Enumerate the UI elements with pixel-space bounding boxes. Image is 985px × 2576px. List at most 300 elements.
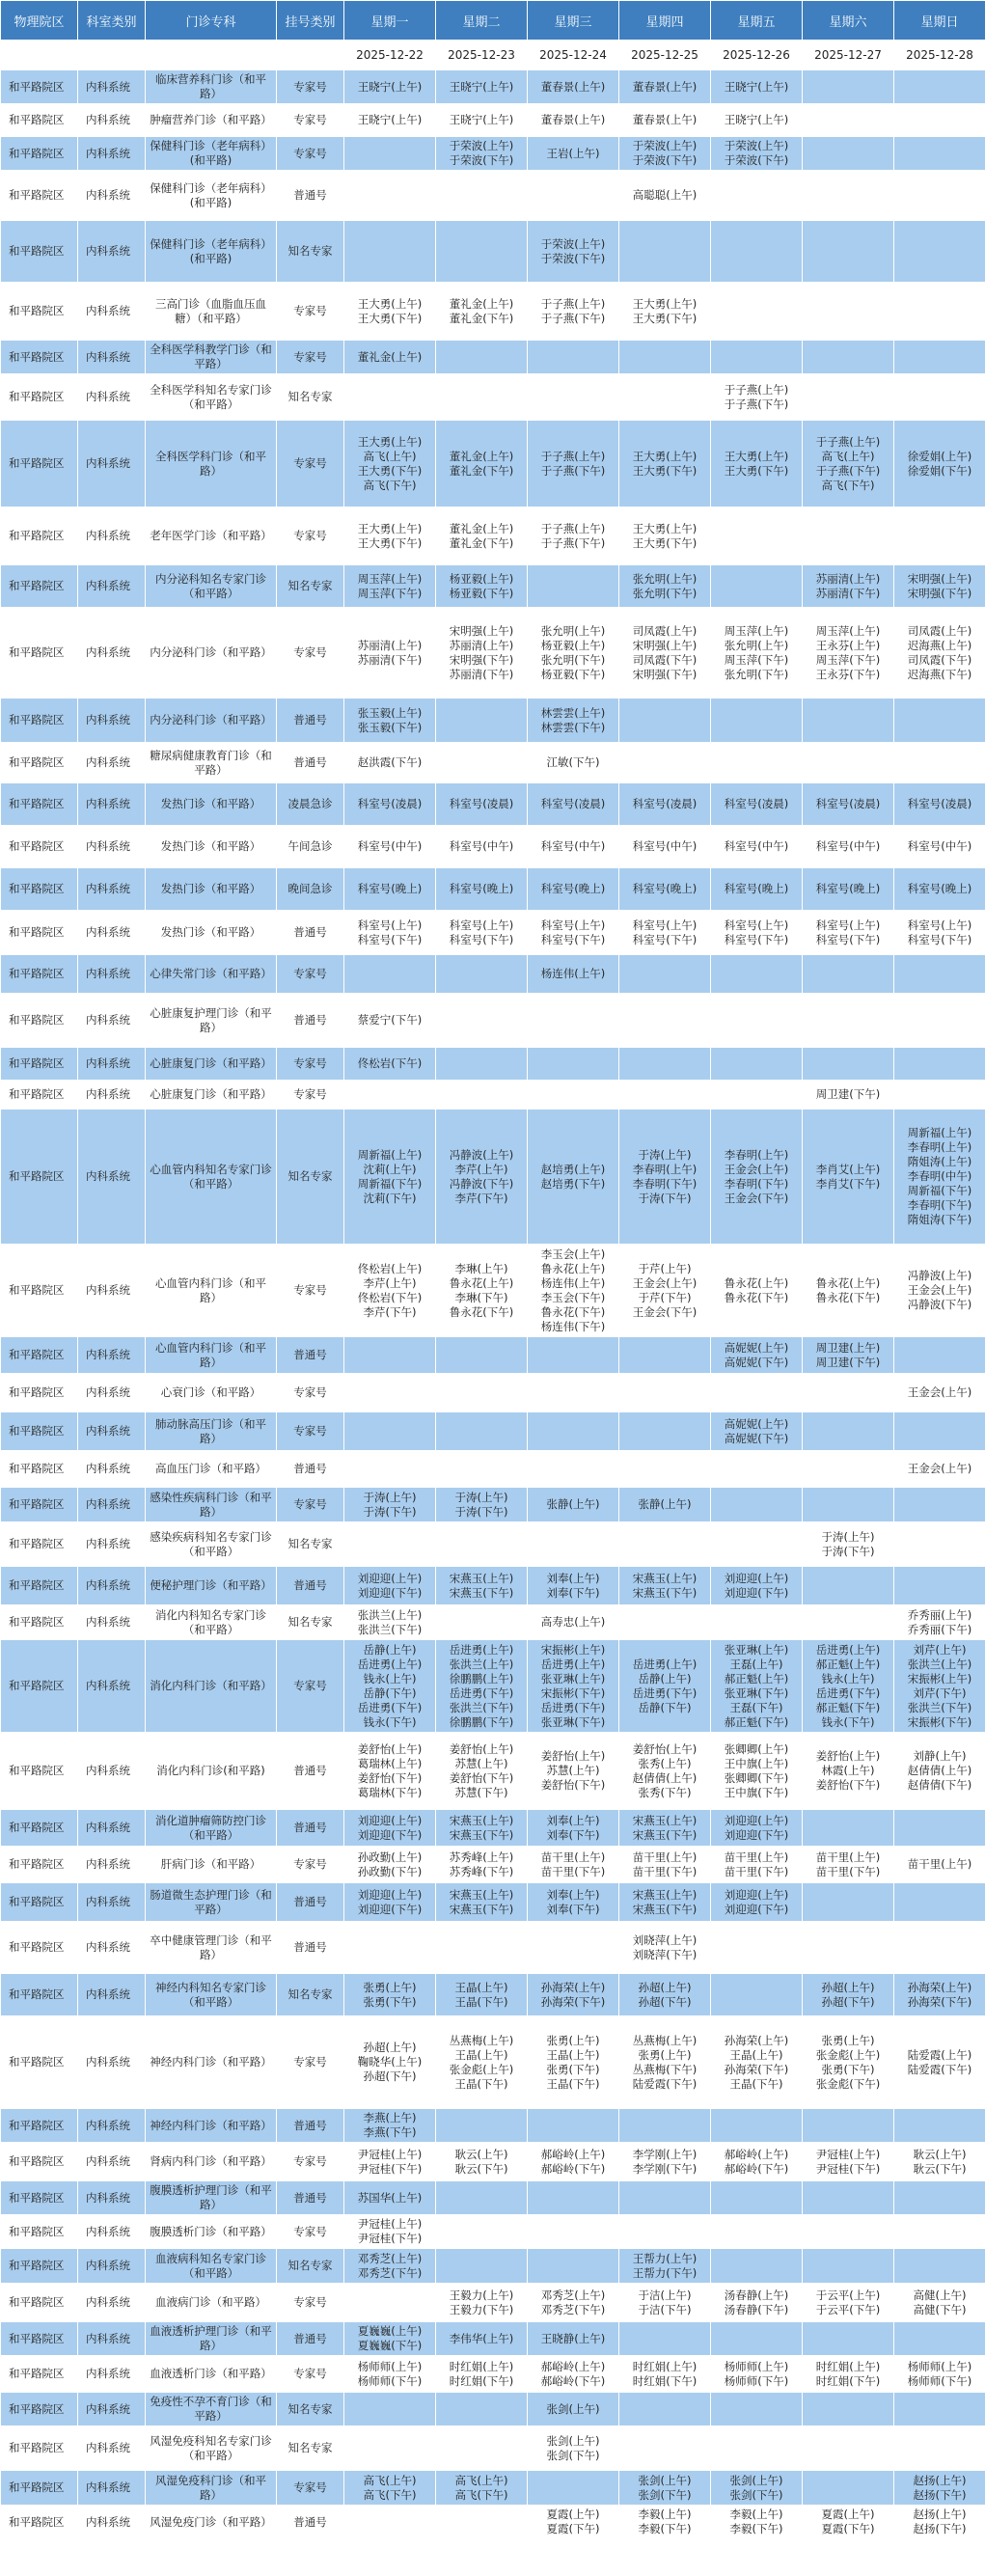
doctor-session: 张勇(下午) [363, 1994, 417, 2009]
schedule-cell-wednesday [528, 699, 619, 743]
doctor-session: 孙超(下午) [821, 1994, 875, 2009]
schedule-cell-wednesday [528, 1922, 619, 1974]
doctor-session: 周卫建(下午) [815, 1355, 881, 1369]
category-cell: 内科系统 [78, 911, 146, 955]
doctor-session: 王大勇(下午) [632, 535, 698, 550]
doctor-session: 赵倩倩(下午) [907, 1778, 972, 1792]
schedule-cell-sunday [894, 283, 985, 341]
table-row [1, 1451, 985, 1488]
schedule-cell-friday [711, 2143, 803, 2181]
schedule-cell-thursday [619, 1451, 711, 1488]
schedule-cell-wednesday [528, 2284, 619, 2322]
schedule-cell-saturday [803, 826, 894, 868]
doctor-session: 张玉毅(上午) [357, 705, 423, 720]
doctor-session: 王晶(上午) [546, 2047, 600, 2062]
doctor-session: 姜舒怡(下午) [815, 1778, 881, 1792]
schedule-cell-tuesday [436, 2016, 528, 2109]
doctor-session: 张允明(下午) [632, 586, 698, 600]
schedule-cell-monday [344, 421, 436, 507]
doctor-session: 杨连伟(上午) [540, 1275, 606, 1290]
schedule-cell-thursday [619, 1605, 711, 1640]
doctor-session: 王磊(下午) [729, 1700, 783, 1714]
doctor-session: 高妮妮(上午) [724, 1416, 789, 1431]
schedule-cell-sunday [894, 1640, 985, 1733]
table-row [1, 565, 985, 608]
schedule-cell-thursday [619, 2284, 711, 2322]
area-cell: 和平路院区 [1, 2249, 78, 2284]
schedule-cell-wednesday [528, 2215, 619, 2249]
schedule-cell-thursday [619, 911, 711, 955]
schedule-cell-monday [344, 1488, 436, 1522]
schedule-cell-saturday [803, 1451, 894, 1488]
schedule-cell-thursday [619, 2506, 711, 2539]
schedule-cell-wednesday [528, 1522, 619, 1567]
schedule-cell-friday [711, 2426, 803, 2471]
schedule-cell-sunday [894, 2393, 985, 2426]
registration-type-cell: 普通号 [277, 2181, 344, 2215]
clinic-cell: 心律失常门诊（和平路） [146, 955, 277, 994]
clinic-cell: 内分泌科门诊（和平路） [146, 699, 277, 743]
registration-type-cell: 专家号 [277, 1048, 344, 1081]
clinic-cell: 保健科门诊（老年病科）(和平路) [146, 137, 277, 171]
doctor-session: 科室号(中午) [815, 839, 881, 853]
clinic-cell: 糖尿病健康教育门诊（和平路） [146, 743, 277, 783]
area-cell: 和平路院区 [1, 2322, 78, 2356]
schedule-cell-saturday [803, 2284, 894, 2322]
schedule-cell-sunday [894, 1412, 985, 1451]
doctor-session: 王金会(上午) [632, 1275, 698, 1290]
schedule-cell-tuesday [436, 1081, 528, 1110]
doctor-session: 姜舒怡(下午) [357, 1770, 423, 1785]
category-cell: 内科系统 [78, 1605, 146, 1640]
category-cell: 内科系统 [78, 341, 146, 374]
table-row [1, 507, 985, 565]
table-row [1, 421, 985, 507]
doctor-session: 李芹(下午) [454, 1191, 508, 1205]
doctor-session: 沈莉(下午) [363, 1191, 417, 1205]
clinic-cell: 消化内科门诊（和平路） [146, 1640, 277, 1733]
doctor-session: 张金彪(上午) [815, 2047, 881, 2062]
doctor-session: 邓秀芝(下午) [540, 2302, 606, 2316]
doctor-session: 孙海荣(下午) [724, 2062, 789, 2076]
table-row [1, 608, 985, 699]
schedule-cell-monday [344, 955, 436, 994]
schedule-cell-tuesday [436, 421, 528, 507]
table-row [1, 1922, 985, 1974]
registration-type-cell: 专家号 [277, 1412, 344, 1451]
schedule-cell-saturday [803, 868, 894, 911]
doctor-session: 李春明(下午) [724, 1176, 789, 1191]
doctor-session: 刘迎迎(下午) [357, 1827, 423, 1842]
doctor-session: 于子燕(下午) [540, 463, 606, 478]
doctor-session: 宋振彬(上午) [907, 1671, 972, 1685]
doctor-session: 科室号(上午) [357, 918, 423, 932]
doctor-session: 科室号(下午) [357, 932, 423, 946]
table-row [1, 743, 985, 783]
doctor-session: 赵培勇(下午) [540, 1176, 606, 1191]
doctor-session: 张剑(上午) [729, 2473, 783, 2487]
doctor-session: 科室号(晚上) [724, 882, 789, 895]
schedule-cell-tuesday [436, 2426, 528, 2471]
schedule-cell-thursday [619, 1337, 711, 1374]
doctor-session: 王金会(下午) [632, 1304, 698, 1319]
schedule-cell-sunday [894, 1883, 985, 1922]
schedule-cell-sunday [894, 1733, 985, 1810]
schedule-cell-saturday [803, 783, 894, 826]
area-cell: 和平路院区 [1, 1974, 78, 2016]
doctor-session: 于子燕(下午) [815, 463, 881, 478]
schedule-cell-friday [711, 1488, 803, 1522]
schedule-cell-friday [711, 1640, 803, 1733]
schedule-cell-friday [711, 1567, 803, 1605]
schedule-cell-tuesday [436, 2109, 528, 2143]
category-cell: 内科系统 [78, 1847, 146, 1883]
schedule-cell-friday [711, 2016, 803, 2109]
table-row [1, 2506, 985, 2539]
clinic-cell: 风湿免疫科门诊（和平路） [146, 2471, 277, 2506]
doctor-session: 张勇(上午) [821, 2033, 875, 2047]
category-cell: 内科系统 [78, 1810, 146, 1847]
schedule-cell-wednesday [528, 955, 619, 994]
category-cell: 内科系统 [78, 1048, 146, 1081]
table-row [1, 2249, 985, 2284]
col-header-category: 科室类别 [78, 1, 146, 41]
schedule-cell-friday [711, 70, 803, 104]
doctor-session: 李春明(下午) [632, 1176, 698, 1191]
schedule-cell-tuesday [436, 2393, 528, 2426]
schedule-cell-monday [344, 2249, 436, 2284]
schedule-cell-tuesday [436, 868, 528, 911]
doctor-session: 孙海荣(下午) [907, 1994, 972, 2009]
doctor-session: 刘迎迎(上午) [357, 1887, 423, 1902]
doctor-session: 高飞(上午) [363, 2473, 417, 2487]
doctor-session: 王磊(上午) [729, 1657, 783, 1671]
schedule-cell-sunday [894, 1337, 985, 1374]
doctor-session: 孙政勤(下午) [357, 1864, 423, 1878]
clinic-cell: 心衰门诊（和平路） [146, 1374, 277, 1412]
area-cell: 和平路院区 [1, 783, 78, 826]
schedule-cell-thursday [619, 2109, 711, 2143]
doctor-session: 钱永(上午) [821, 1671, 875, 1685]
doctor-session: 刘迎迎(下午) [357, 1585, 423, 1600]
schedule-cell-thursday [619, 955, 711, 994]
category-cell: 内科系统 [78, 1245, 146, 1337]
schedule-cell-friday [711, 1245, 803, 1337]
schedule-cell-monday [344, 374, 436, 421]
schedule-cell-saturday [803, 341, 894, 374]
doctor-session: 苗干里(上午) [815, 1850, 881, 1864]
doctor-session: 张秀(下午) [638, 1785, 692, 1799]
doctor-session: 葛瑞林(下午) [357, 1785, 423, 1799]
schedule-cell-monday [344, 826, 436, 868]
schedule-cell-sunday [894, 1974, 985, 2016]
registration-type-cell: 午间急诊 [277, 826, 344, 868]
category-cell: 内科系统 [78, 1488, 146, 1522]
category-cell: 内科系统 [78, 2284, 146, 2322]
schedule-cell-monday [344, 1847, 436, 1883]
schedule-cell-thursday [619, 2143, 711, 2181]
doctor-session: 于荣波(下午) [724, 153, 789, 167]
doctor-session: 李春明(中午) [907, 1169, 972, 1183]
doctor-session: 高妮妮(上午) [724, 1340, 789, 1355]
clinic-cell: 腹膜透析护理门诊（和平路） [146, 2181, 277, 2215]
doctor-session: 苏秀峰(上午) [449, 1850, 514, 1864]
clinic-cell: 全科医学科知名专家门诊（和平路） [146, 374, 277, 421]
schedule-cell-saturday [803, 1883, 894, 1922]
area-cell: 和平路院区 [1, 1245, 78, 1337]
table-row [1, 826, 985, 868]
schedule-cell-wednesday [528, 421, 619, 507]
doctor-session: 王毅力(下午) [449, 2302, 514, 2316]
schedule-cell-sunday [894, 137, 985, 171]
doctor-session: 夏巍巍(下午) [357, 2339, 423, 2352]
doctor-session: 苗干里(上午) [907, 1857, 972, 1871]
col-header-monday: 星期一 [344, 1, 436, 41]
area-cell: 和平路院区 [1, 868, 78, 911]
schedule-cell-friday [711, 2284, 803, 2322]
schedule-cell-tuesday [436, 2284, 528, 2322]
doctor-session: 郝峪岭(下午) [540, 2161, 606, 2176]
category-cell: 内科系统 [78, 2181, 146, 2215]
area-cell: 和平路院区 [1, 743, 78, 783]
doctor-session: 高妮妮(下午) [724, 1355, 789, 1369]
doctor-session: 宋燕玉(上午) [449, 1887, 514, 1902]
doctor-session: 夏霞(上午) [546, 2507, 600, 2521]
schedule-cell-thursday [619, 826, 711, 868]
doctor-session: 李芹(上午) [363, 1275, 417, 1290]
doctor-session: 苏丽清(上午) [815, 571, 881, 586]
schedule-cell-friday [711, 171, 803, 221]
registration-type-cell: 知名专家 [277, 1110, 344, 1245]
doctor-session: 高健(上午) [913, 2288, 967, 2302]
doctor-session: 鲁永花(下午) [540, 1304, 606, 1319]
col-header-friday: 星期五 [711, 1, 803, 41]
doctor-session: 姜舒怡(上午) [357, 1741, 423, 1756]
doctor-session: 张卿卿(下午) [724, 1770, 789, 1785]
table-row [1, 1412, 985, 1451]
schedule-cell-saturday [803, 2016, 894, 2109]
doctor-session: 科室号(中午) [357, 839, 423, 853]
table-row [1, 1640, 985, 1733]
doctor-session: 董礼金(下午) [449, 311, 514, 325]
doctor-session: 张剑(下午) [729, 2487, 783, 2502]
registration-type-cell: 专家号 [277, 137, 344, 171]
schedule-cell-sunday [894, 868, 985, 911]
doctor-session: 张允明(下午) [540, 652, 606, 667]
doctor-session: 王大勇(上午) [357, 521, 423, 535]
doctor-session: 张洪兰(下午) [449, 1700, 514, 1714]
schedule-cell-monday [344, 2356, 436, 2393]
doctor-session: 李燕(下午) [363, 2125, 417, 2139]
schedule-cell-sunday [894, 2284, 985, 2322]
schedule-cell-friday [711, 374, 803, 421]
doctor-session: 姜舒怡(上午) [449, 1741, 514, 1756]
schedule-cell-wednesday [528, 2143, 619, 2181]
doctor-session: 杨师师(上午) [907, 2359, 972, 2373]
doctor-session: 王晓宁(上午) [724, 113, 789, 126]
doctor-session: 王大勇(上午) [632, 449, 698, 463]
schedule-cell-friday [711, 221, 803, 283]
doctor-session: 宋明强(下午) [907, 586, 972, 600]
schedule-cell-sunday [894, 2143, 985, 2181]
table-row [1, 1337, 985, 1374]
area-cell: 和平路院区 [1, 341, 78, 374]
doctor-session: 孙超(上午) [821, 1980, 875, 1994]
area-cell: 和平路院区 [1, 2143, 78, 2181]
category-cell: 内科系统 [78, 565, 146, 608]
category-cell: 内科系统 [78, 374, 146, 421]
doctor-session: 科室号(晚上) [540, 882, 606, 895]
category-cell: 内科系统 [78, 70, 146, 104]
doctor-session: 科室号(中午) [632, 839, 698, 853]
doctor-session: 张勇(上午) [546, 2033, 600, 2047]
doctor-session: 宋燕玉(下午) [632, 1585, 698, 1600]
schedule-cell-sunday [894, 374, 985, 421]
doctor-session: 时红娟(上午) [815, 2359, 881, 2373]
schedule-cell-thursday [619, 70, 711, 104]
schedule-cell-sunday [894, 1110, 985, 1245]
schedule-cell-thursday [619, 137, 711, 171]
doctor-session: 高飞(下午) [454, 2487, 508, 2502]
schedule-cell-saturday [803, 2181, 894, 2215]
doctor-session: 于荣波(上午) [724, 139, 789, 152]
table-row [1, 783, 985, 826]
schedule-cell-wednesday [528, 911, 619, 955]
table-row [1, 1567, 985, 1605]
doctor-session: 刘迎迎(下午) [724, 1585, 789, 1600]
schedule-cell-thursday [619, 1081, 711, 1110]
date-row-blank [146, 41, 277, 70]
doctor-session: 郝正魁(上午) [724, 1671, 789, 1685]
doctor-session: 张剑(下午) [638, 2487, 692, 2502]
schedule-cell-saturday [803, 171, 894, 221]
doctor-session: 科室号(上午) [540, 918, 606, 932]
doctor-session: 董春景(上午) [632, 79, 698, 94]
doctor-session: 科室号(凌晨) [724, 797, 789, 810]
table-row [1, 2393, 985, 2426]
schedule-cell-wednesday [528, 2356, 619, 2393]
doctor-session: 司凤霞(上午) [907, 623, 972, 638]
schedule-cell-thursday [619, 1974, 711, 2016]
area-cell: 和平路院区 [1, 565, 78, 608]
doctor-session: 张玉毅(下午) [357, 720, 423, 734]
category-cell: 内科系统 [78, 2356, 146, 2393]
doctor-session: 孙海荣(上午) [907, 1980, 972, 1994]
doctor-session: 于涛(上午) [363, 1490, 417, 1504]
clinic-cell: 风湿免疫科知名专家门诊（和平路） [146, 2426, 277, 2471]
clinic-cell: 内分泌科门诊（和平路） [146, 608, 277, 699]
doctor-session: 岳静(下午) [638, 1700, 692, 1714]
area-cell: 和平路院区 [1, 1081, 78, 1110]
registration-type-cell: 专家号 [277, 2016, 344, 2109]
doctor-session: 董礼金(上午) [449, 449, 514, 463]
doctor-session: 杨亚毅(下午) [449, 586, 514, 600]
doctor-session: 孙超(下午) [638, 1994, 692, 2009]
registration-type-cell: 知名专家 [277, 1605, 344, 1640]
area-cell: 和平路院区 [1, 2356, 78, 2393]
table-row [1, 994, 985, 1048]
doctor-session: 王晶(下午) [546, 2076, 600, 2091]
schedule-cell-monday [344, 2143, 436, 2181]
schedule-cell-friday [711, 2181, 803, 2215]
schedule-cell-tuesday [436, 1974, 528, 2016]
doctor-session: 于子燕(下午) [540, 535, 606, 550]
schedule-cell-wednesday [528, 171, 619, 221]
doctor-session: 徐爱娟(上午) [907, 449, 972, 463]
doctor-session: 李肖艾(下午) [815, 1176, 881, 1191]
clinic-cell: 心血管内科知名专家门诊（和平路） [146, 1110, 277, 1245]
table-row [1, 374, 985, 421]
doctor-session: 王晓宁(上午) [357, 113, 423, 126]
doctor-session: 于涛(上午) [821, 1529, 875, 1544]
doctor-session: 李毅(上午) [729, 2507, 783, 2521]
schedule-cell-thursday [619, 1110, 711, 1245]
schedule-cell-sunday [894, 2356, 985, 2393]
doctor-session: 苗干里(上午) [632, 1850, 698, 1864]
clinic-cell: 老年医学门诊（和平路） [146, 507, 277, 565]
doctor-session: 科室号(上午) [907, 918, 972, 932]
registration-type-cell: 普通号 [277, 994, 344, 1048]
schedule-cell-friday [711, 137, 803, 171]
doctor-session: 佟松岩(上午) [357, 1261, 423, 1275]
doctor-session: 耿云(下午) [913, 2161, 967, 2176]
clinic-cell: 肿瘤营养门诊（和平路） [146, 104, 277, 137]
category-cell: 内科系统 [78, 283, 146, 341]
doctor-session: 王中旗(下午) [724, 1785, 789, 1799]
category-cell: 内科系统 [78, 994, 146, 1048]
table-row [1, 1488, 985, 1522]
area-cell: 和平路院区 [1, 2471, 78, 2506]
doctor-session: 董礼金(下午) [449, 535, 514, 550]
category-cell: 内科系统 [78, 221, 146, 283]
doctor-session: 刘奉(上午) [546, 1813, 600, 1827]
schedule-cell-wednesday [528, 783, 619, 826]
schedule-cell-monday [344, 507, 436, 565]
table-row [1, 2284, 985, 2322]
doctor-session: 沈莉(上午) [363, 1162, 417, 1176]
area-cell: 和平路院区 [1, 1567, 78, 1605]
schedule-cell-tuesday [436, 2143, 528, 2181]
clinic-cell: 感染疾病科知名专家门诊（和平路） [146, 1522, 277, 1567]
category-cell: 内科系统 [78, 171, 146, 221]
doctor-session: 宋燕玉(上午) [632, 1571, 698, 1585]
table-row [1, 2426, 985, 2471]
doctor-session: 科室号(晚上) [907, 882, 972, 895]
schedule-cell-sunday [894, 608, 985, 699]
doctor-session: 夏巍巍(上午) [357, 2324, 423, 2338]
schedule-cell-wednesday [528, 868, 619, 911]
doctor-session: 于子燕(上午) [540, 521, 606, 535]
doctor-session: 于子燕(下午) [540, 311, 606, 325]
registration-type-cell: 普通号 [277, 2506, 344, 2539]
schedule-cell-sunday [894, 783, 985, 826]
doctor-session: 董礼金(下午) [449, 463, 514, 478]
doctor-session: 高飞(上午) [821, 449, 875, 463]
doctor-session: 钱永(下午) [821, 1714, 875, 1729]
doctor-session: 陆爱霞(下午) [632, 2076, 698, 2091]
schedule-cell-wednesday [528, 507, 619, 565]
doctor-session: 王晓宁(上午) [357, 79, 423, 94]
area-cell: 和平路院区 [1, 1733, 78, 1810]
doctor-session: 岳进勇(上午) [815, 1642, 881, 1657]
schedule-cell-friday [711, 911, 803, 955]
schedule-cell-tuesday [436, 2471, 528, 2506]
schedule-cell-monday [344, 2506, 436, 2539]
schedule-cell-monday [344, 2471, 436, 2506]
doctor-session: 于洁(下午) [638, 2302, 692, 2316]
col-header-clinic: 门诊专科 [146, 1, 277, 41]
doctor-session: 刘晓萍(上午) [632, 1932, 698, 1947]
